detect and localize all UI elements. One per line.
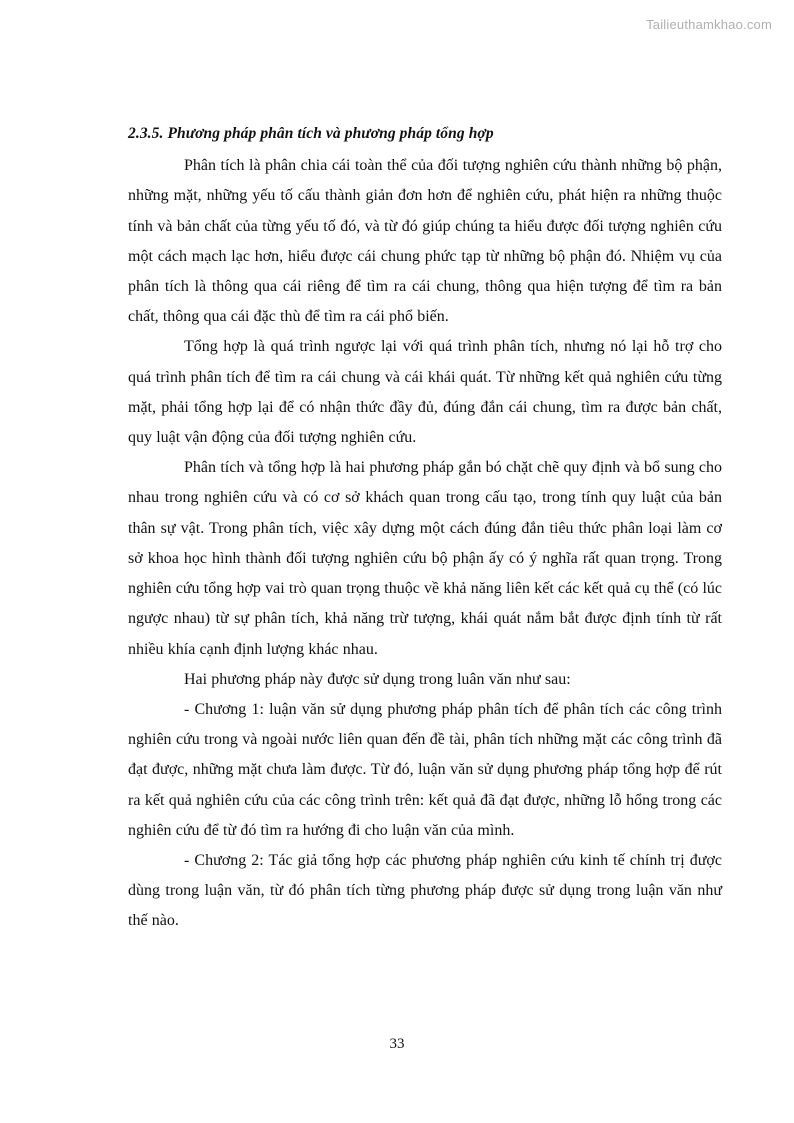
watermark-text: Tailieuthamkhao.com (646, 17, 772, 32)
page-number: 33 (389, 1036, 405, 1052)
body-paragraph-1: Phân tích là phân chia cái toàn thể của đối tượng nghiên cứu thành những bộ phận, những mặt, những yếu tố cấu thành giản đơn hơn để nghiên cứu, phát hiện ra những thuộc tính và bản chất của từng yếu tố đó, và từ đó giúp chúng ta hiểu được đối tượng nghiên cứu một cách mạch lạc hơn, hiểu được cái chung phức tạp từ những bộ phận đó. Nhiệm vụ của phân tích là thông qua cái riêng để tìm ra cái chung, thông qua hiện tượng để tìm ra bản chất, thông qua cái đặc thù để tìm ra cái phổ biến. (128, 157, 722, 326)
body-paragraph-3: Phân tích và tổng hợp là hai phương pháp gắn bó chặt chẽ quy định và bổ sung cho nhau trong nghiên cứu và có cơ sở khách quan trong cấu tạo, trong tính quy luật của bản thân sự vật. Trong phân tích, việc xây dựng một cách đúng đắn tiêu thức phân loại làm cơ sở khoa học hình thành đối tượng nghiên cứu bộ phận ấy có ý nghĩa rất quan trọng. Trong nghiên cứu tổng hợp vai trò quan trọng thuộc về khả năng liên kết các kết quả cụ thể (có lúc ngược nhau) từ sự phân tích, khả năng trừ tượng, khái quát nắm bắt được định tính từ rất nhiều khía cạnh định lượng khác nhau. (128, 459, 722, 658)
page-content (128, 122, 722, 937)
body-paragraph-chapter-2: - Chương 2: Tác giả tổng hợp các phương pháp nghiên cứu kinh tế chính trị được dùng trong luận văn, từ đó phân tích từng phương pháp được sử dụng trong luận văn như thế nào. (128, 851, 722, 930)
section-heading: 2.3.5. Phương pháp phân tích và phương pháp tổng hợp (128, 125, 494, 142)
body-paragraph-2: Tổng hợp là quá trình ngược lại với quá trình phân tích, nhưng nó lại hỗ trợ cho quá trình phân tích để tìm ra cái chung và cái khái quát. Từ những kết quả nghiên cứu từng mặt, phải tổng hợp lại để có nhận thức đầy đủ, đúng đắn cái chung, tìm ra được bản chất, quy luật vận động của đối tượng nghiên cứu. (128, 338, 722, 447)
body-paragraph-chapter-1: - Chương 1: luận văn sử dụng phương pháp phân tích để phân tích các công trình nghiên cứu trong và ngoài nước liên quan đến đề tài, phân tích những mặt các công trình đã đạt được, những mặt chưa làm được. Từ đó, luận văn sử dụng phương pháp tổng hợp để rút ra kết quả nghiên cứu của các công trình trên: kết quả đã đạt được, những lỗ hổng trong các nghiên cứu để từ đó tìm ra hướng đi cho luận văn của mình. (128, 700, 722, 839)
body-paragraph-4: Hai phương pháp này được sử dụng trong luân văn như sau: (184, 670, 571, 688)
